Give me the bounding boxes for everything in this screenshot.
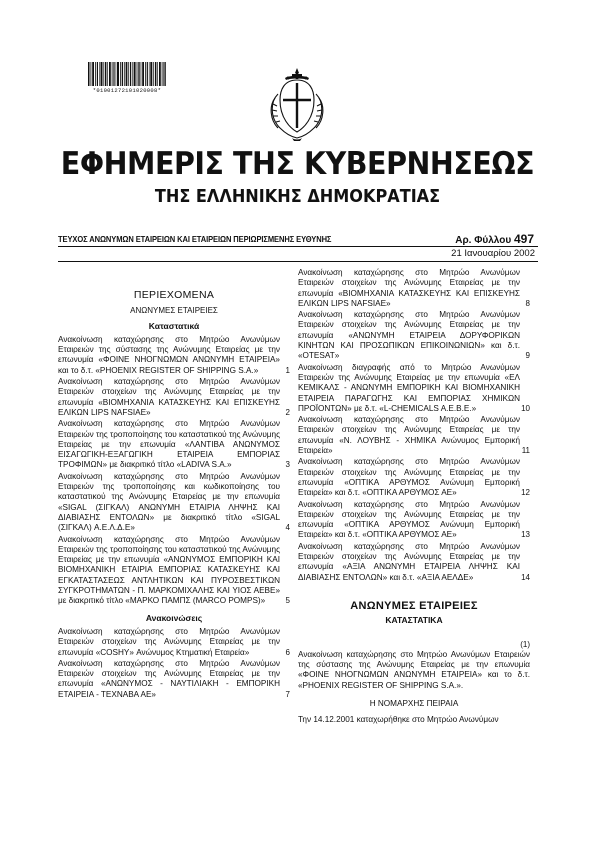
header-rule-top — [58, 246, 538, 247]
body-heading: ΑΝΩΝΥΜΕΣ ΕΤΑΙΡΕΙΕΣ — [350, 599, 478, 612]
contents-entry-page: 6 — [285, 647, 290, 657]
contents-entry-page: 10 — [521, 403, 530, 413]
contents-entry — [58, 419, 290, 470]
body-authority: Η ΝΟΜΑΡΧΗΣ ΠΕΙΡΑΙΑ — [369, 698, 459, 708]
contents-entry-page: 4 — [285, 523, 290, 533]
issue-line — [58, 232, 538, 246]
body-paragraph: Την 14.12.2001 καταχωρήθηκε στο Μητρώο Ανωνύμων — [298, 715, 499, 725]
body-intro: Ανακοίνωση καταχώρησης στο Μητρώο Ανωνύμων Εταιρειών της σύστασης της Ανώνυμης Εταιρείας με την επωνυμία «ΦΟΙΝΕ ΝΗΟΓΝΩΜΩΝ ΑΝΩΝΥΜΗ ΕΤΑΙΡΕΙΑ» και το δ.τ. «PHOENIX REGISTER OF SHIPPING S.A.». — [298, 649, 530, 690]
contents-entry-text: Ανακοίνωση καταχώρησης στο Μητρώο Ανωνύμων Εταιρειών στοιχείων της Ανώνυμης Εταιρείας με την επωνυμία «ΒΙΟΜΗΧΑΝΙΑ ΚΑΤΑΣΚΕΥΗΣ ΚΑΙ ΕΠΙΣΚΕΥΗΣ ΕΛΙΚΩΝ LIPS NAFSIAE» — [58, 377, 280, 417]
contents-section: ΑΝΩΝΥΜΕΣ ΕΤΑΙΡΕΙΕΣ — [130, 306, 218, 316]
contents-entry-page: 11 — [521, 446, 530, 456]
contents-subsection-announcements: Ανακοινώσεις — [145, 612, 203, 623]
contents-entry — [298, 500, 530, 541]
contents-entry-text: Ανακοίνωση καταχώρησης στο Μητρώο Ανωνύμων Εταιρειών στοιχείων της Ανώνυμης Εταιρείας με την επωνυμία «ΟΠΤΙΚΑ ΑΡΘΥΜΟΣ Ανώνυμη Εμπορική Εταιρεία» και δ.τ. «ΟΠΤΙΚΑ ΑΡΘΥΜΟΣ ΑΕ» — [298, 499, 520, 540]
contents-entry-page: 1 — [285, 365, 290, 375]
contents-entry — [298, 542, 530, 583]
contents-right-column — [298, 268, 530, 726]
contents-entry-text: Ανακοίνωση διαγραφής από το Μητρώο Ανωνύμων Εταιρειών της Ανώνυμης Εταιρείας με την επωνυμία «ΕΛ ΚΕΜΙΚΑΛΣ - ΑΝΩΝΥΜΗ ΕΜΠΟΡΙΚΗ ΚΑΙ ΒΙΟΜΗΧΑΝΙΚΗ ΕΤΑΙΡΕΙΑ ΠΑΡΑΓΩΓΗΣ ΚΑΙ ΕΜΠΟΡΙΑΣ ΧΗΜΙΚΩΝ ΠΡΟΪΟΝΤΩΝ» με δ.τ. «L-CHEMICALS A.E.B.E.» — [298, 362, 520, 413]
contents-entry-text: Ανακοίνωση καταχώρησης στο Μητρώο Ανωνύμων Εταιρειών της τροποποίησης του καταστατικού της Ανώνυμης Εταιρείας με την επωνυμία «ΛΑΝΤΙΒΑ ΑΝΩΝΥΜΟΣ ΕΙΣΑΓΩΓΙΚΗ-ΕΞΑΓΩΓΙΚΗ ΕΤΑΙΡΕΙΑ ΕΜΠΟΡΙΑΣ ΤΡΟΦΙΜΩΝ» με διακριτικό τίτλο «LADIVA S.A.» — [58, 419, 281, 470]
contents-entry-page: 13 — [521, 530, 530, 540]
contents-entry-page: 12 — [521, 488, 530, 498]
contents-entry-text: Ανακοίνωση καταχώρησης στο Μητρώο Ανωνύμων Εταιρειών στοιχείων της Ανώνυμης Εταιρείας με την επωνυμία «ΒΙΟΜΗΧΑΝΙΑ ΚΑΤΑΣΚΕΥΗΣ ΚΑΙ ΕΠΙΣΚΕΥΗΣ ΕΛΙΚΩΝ LIPS NAFSIAE» — [298, 268, 520, 308]
contents-entry-text: Ανακοίνωση καταχώρησης στο Μητρώο Ανωνύμων Εταιρειών στοιχείων της Ανώνυμης Εταιρείας με την επωνυμία «ΑΝΩΝΥΜΟΣ - ΝΑΥΤΙΛΙΑΚΗ - ΕΜΠΟΡΙΚΗ ΕΤΑΙΡΕΙΑ - ΤΕΧΝΑΒΑ ΑΕ» — [58, 658, 280, 699]
contents-left-column — [58, 290, 290, 701]
contents-entry — [58, 627, 290, 658]
contents-entry-text: Ανακοίνωση καταχώρησης στο Μητρώο Ανωνύμων Εταιρειών στοιχείων της Ανώνυμης Εταιρείας με την επωνυμία «ΑΝΩΝΥΜΗ ΕΤΑΙΡΕΙΑ ΔΟΡΥΦΟΡΙΚΩΝ ΚΙΝΗΤΩΝ ΚΑΙ ΠΡΟΣΩΠΙΚΩΝ ΕΠΙΚΟΙΝΩΝΙΩΝ» και δ.τ. «OTESAT» — [298, 310, 520, 361]
contents-entries-statutes — [58, 335, 290, 607]
body-entry-number: (1) — [520, 639, 530, 649]
contents-entry — [298, 310, 530, 361]
contents-entries-continued — [298, 268, 530, 583]
barcode-number: *01001272101020008* — [92, 87, 162, 94]
contents-entry-page: 9 — [525, 351, 530, 361]
contents-entry-page: 8 — [525, 298, 530, 308]
contents-entry-text: Ανακοίνωση καταχώρησης στο Μητρώο Ανωνύμων Εταιρειών της τροποποίησης και κωδικοποίησης του καταστατικού της Ανώνυμης Εταιρείας με την επωνυμία «SIGAL (ΣΙΓΚΑΛ) ΑΝΩΝΥΜΗ ΕΤΑΙΡΙΑ ΛΗΨΗΣ ΚΑΙ ΔΙΑΒΙΑΣΗΣ ΕΝΤΟΛΩΝ» με διακριτικό τίτλο «SIGAL (ΣΙΓΚΑΛ) Α.Ε.Λ.Δ.Ε» — [58, 471, 280, 533]
contents-entry — [58, 472, 290, 534]
issue-title: ΤΕΥΧΟΣ ΑΝΩΝΥΜΩΝ ΕΤΑΙΡΕΙΩΝ ΚΑΙ ΕΤΑΙΡΕΙΩΝ ΠΕΡΙΩΡΙΣΜΕΝΗΣ ΕΥΘΥΝΗΣ — [58, 234, 332, 244]
contents-entry-text: Ανακοίνωση καταχώρησης στο Μητρώο Ανωνύμων Εταιρειών της τροποποίησης του καταστατικού της Ανώνυμης Εταιρείας με την επωνυμία «ΑΝΩΝΥΜΟΣ ΕΜΠΟΡΙΚΗ ΚΑΙ ΒΙΟΜΗΧΑΝΙΚΗ ΕΤΑΙΡΙΑ ΕΜΠΟΡΙΑΣ ΚΑΤΑΣΚΕΥΗΣ ΚΑΙ ΕΓΚΑΤΑΣΤΑΣΕΩΣ ΑΝΤΛΗΤΙΚΩΝ ΚΑΙ ΠΥΡΟΣΒΕΣΤΙΚΩΝ ΣΥΓΚΡΟΤΗΜΑΤΩΝ - Π. ΜΑΡΚΟΜΙΧΑΛΗΣ ΚΑΙ ΥΙΟΣ ΑΕΒΕ» με διακριτικό τίτλο «ΜΑΡΚΟ ΠΑΜΠΣ (MARCO POMPS)» — [58, 534, 281, 606]
contents-entry — [298, 363, 530, 414]
coat-of-arms-icon — [264, 66, 330, 142]
gazette-subtitle: ΤΗΣ ΕΛΛΗΝΙΚΗΣ ΔΗΜΟΚΡΑΤΙΑΣ — [154, 187, 441, 207]
contents-entry — [58, 377, 290, 418]
contents-subsection-statutes: Καταστατικά — [148, 320, 200, 331]
barcode — [88, 62, 166, 86]
contents-heading: ΠΕΡΙΕΧΟΜΕΝΑ — [133, 289, 215, 301]
contents-entry — [58, 335, 290, 376]
header-rule-bottom — [58, 261, 538, 262]
sheet-number — [455, 232, 534, 246]
contents-entry — [58, 535, 290, 607]
contents-entry-page: 7 — [285, 689, 290, 699]
contents-entry-text: Ανακοίνωση καταχώρησης στο Μητρώο Ανωνύμων Εταιρειών στοιχείων της Ανώνυμης Εταιρείας με την επωνυμία «COSHY» Ανώνυμος Κτηματική Εταιρεία» — [58, 626, 280, 657]
contents-entry — [298, 415, 530, 456]
contents-entry-page: 3 — [285, 460, 290, 470]
contents-entry-page: 5 — [285, 596, 290, 606]
contents-entry-text: Ανακοίνωση καταχώρησης στο Μητρώο Ανωνύμων Εταιρειών στοιχείων της Ανώνυμης Εταιρείας με την επωνυμία «ΑΞΙΑ ΑΝΩΝΥΜΗ ΕΤΑΙΡΕΙΑ ΛΗΨΗΣ ΚΑΙ ΔΙΑΒΙΑΣΗΣ ΕΝΤΟΛΩΝ» και δ.τ. «ΑΞΙΑ ΑΕΛΔΕ» — [298, 541, 520, 582]
body-subheading: ΚΑΤΑΣΤΑΤΙΚΑ — [385, 615, 443, 626]
contents-entry-page: 14 — [521, 572, 530, 582]
contents-entry — [298, 457, 530, 498]
contents-entries-announcements — [58, 627, 290, 700]
sheet-label: Αρ. Φύλλου — [455, 235, 512, 246]
contents-entry-text: Ανακοίνωση καταχώρησης στο Μητρώο Ανωνύμων Εταιρειών στοιχείων της Ανώνυμης Εταιρείας με την επωνυμία «ΟΠΤΙΚΑ ΑΡΘΥΜΟΣ Ανώνυμη Εμπορική Εταιρεία» και δ.τ. «ΟΠΤΙΚΑ ΑΡΘΥΜΟΣ ΑΕ» — [298, 457, 520, 498]
contents-entry-text: Ανακοίνωση καταχώρησης στο Μητρώο Ανωνύμων Εταιρειών της σύστασης της Ανώνυμης Εταιρείας με την επωνυμία «ΦΟΙΝΕ ΝΗΟΓΝΩΜΩΝ ΑΝΩΝΥΜΗ ΕΤΑΙΡΕΙΑ» και το δ.τ. «PHOENIX REGISTER OF SHIPPING S.A.» — [58, 334, 280, 375]
sheet-number-value: 497 — [513, 232, 534, 246]
contents-entry-page: 2 — [285, 407, 290, 417]
gazette-title: ΕΦΗΜΕΡΙΣ ΤΗΣ ΚΥΒΕΡΝΗΣΕΩΣ — [60, 146, 535, 182]
issue-date: 21 Ιανουαρίου 2002 — [451, 248, 535, 259]
contents-entry — [298, 268, 530, 309]
contents-entry — [58, 659, 290, 700]
contents-entry-text: Ανακοίνωση καταχώρησης στο Μητρώο Ανωνύμων Εταιρειών στοιχείων της Ανώνυμης Εταιρείας με την επωνυμία «Ν. ΛΟΥΒΗΣ - ΧΗΜΙΚΑ Ανώνυμος Εμπορική Εταιρεία» — [298, 415, 520, 456]
